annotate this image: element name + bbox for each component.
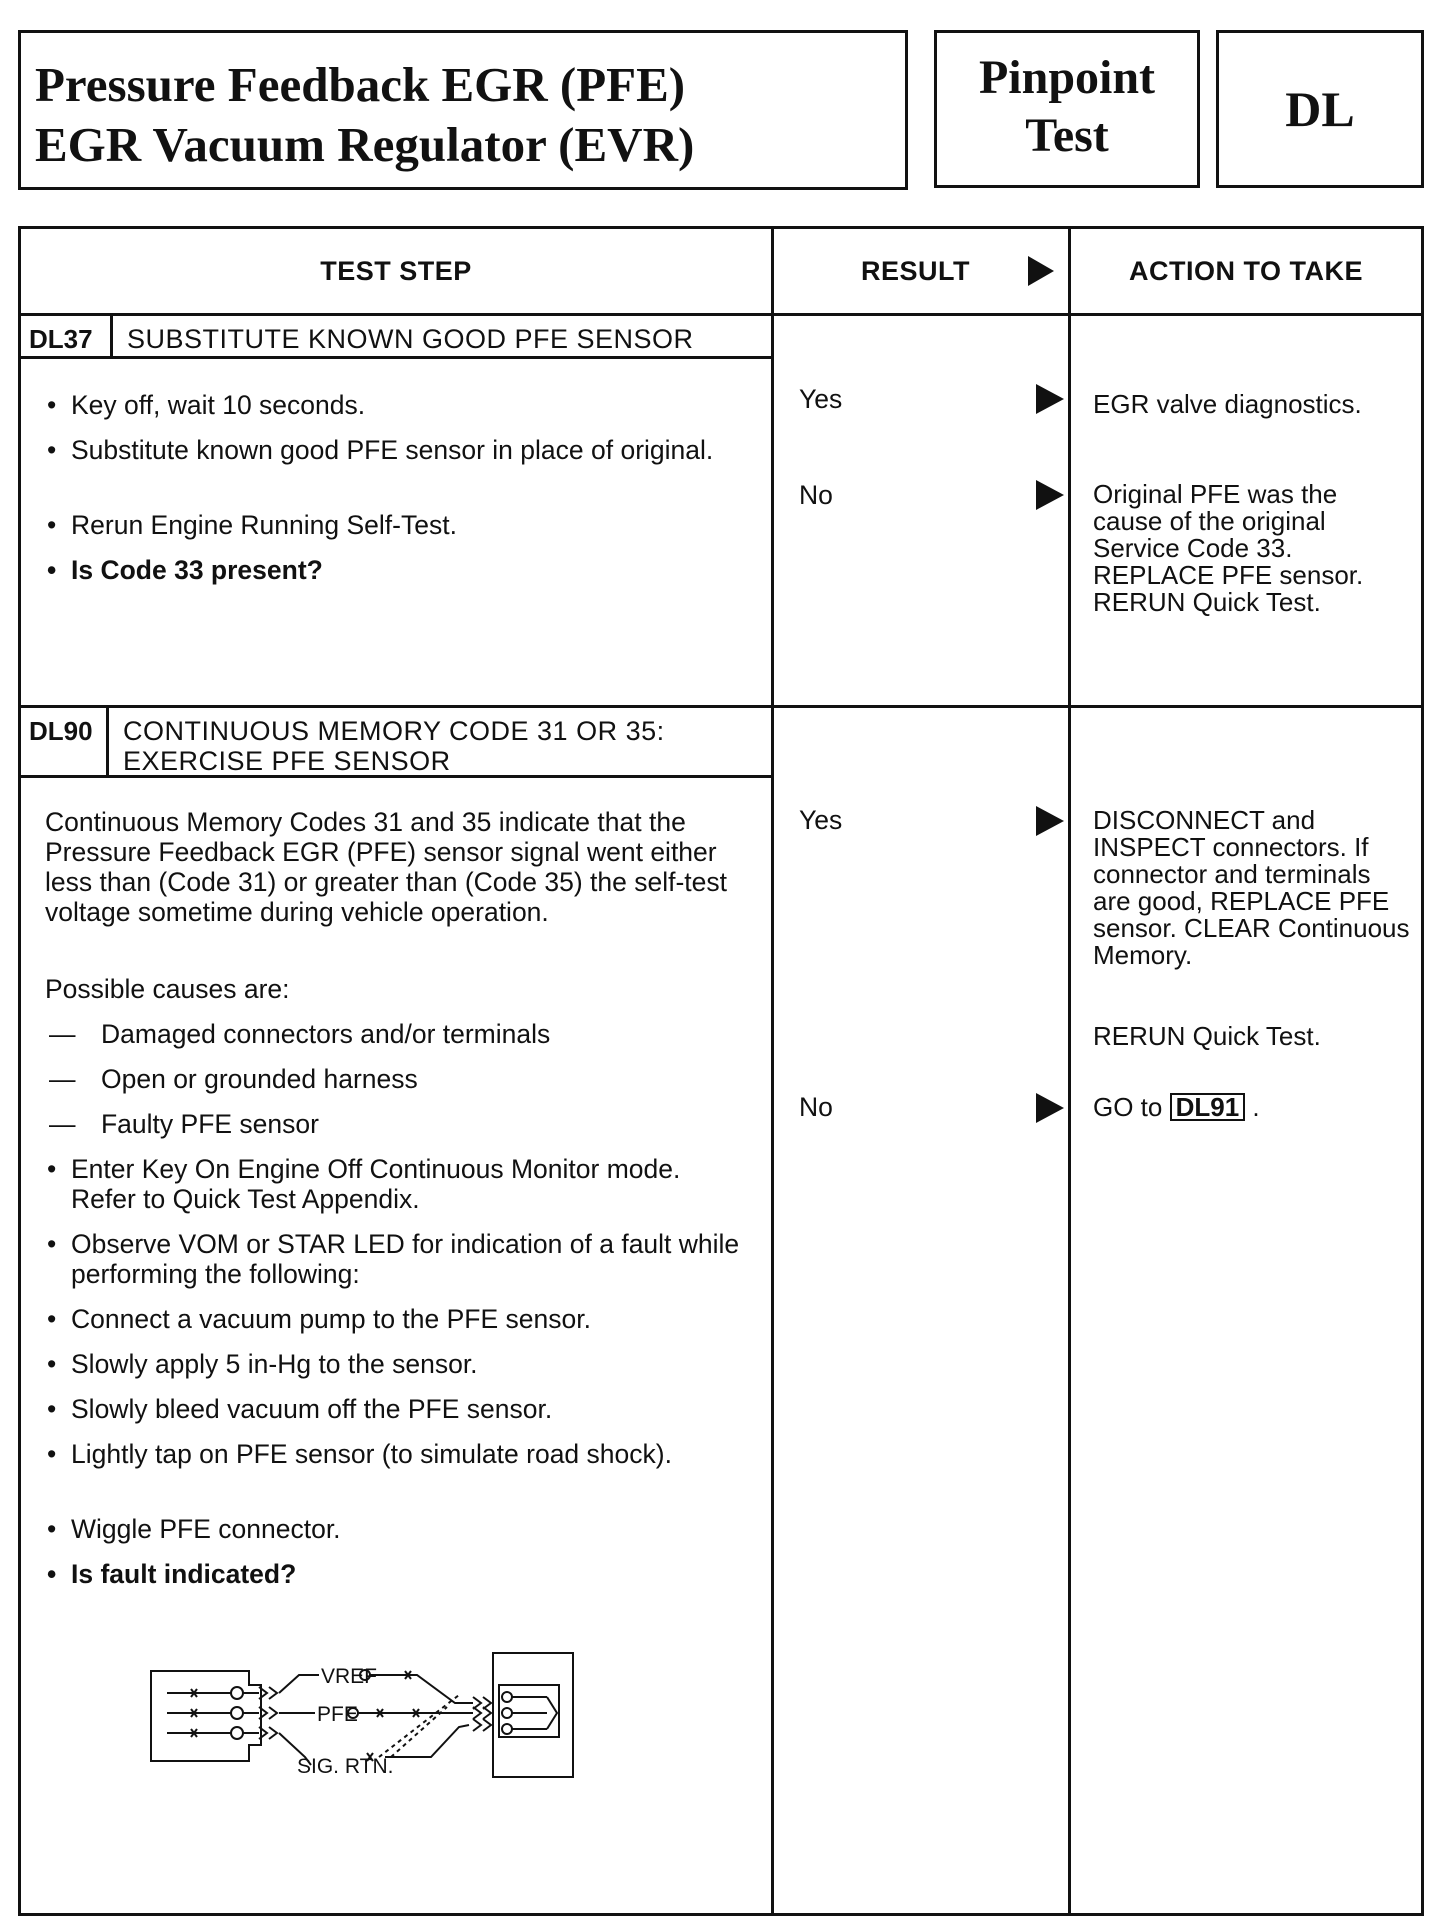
test-code: DL [1285,81,1355,137]
dl90-step-4: • Slowly apply 5 in-Hg to the sensor. [47,1349,751,1379]
col-header-action-label: ACTION TO TAKE [1129,255,1363,286]
dl90-no-arrow-icon [1036,1093,1064,1123]
dl90-yes-action: DISCONNECT and INSPECT connectors. If connector and terminals are good, REPLACE PFE sensor. CLEAR Continuous Memory. [1093,805,1410,970]
right-pin-3 [502,1724,512,1734]
dl90-cause-2: — Open or grounded harness [45,1064,418,1094]
dl90-cause-1: — Damaged connectors and/or terminals [45,1019,550,1049]
left-pin-1 [231,1687,243,1699]
dl37-no-action: Original PFE was the cause of the original Service Code 33. REPLACE PFE sensor. RERUN Quick Test. [1093,479,1364,617]
dl90-step-1: • Enter Key On Engine Off Continuous Monitor mode. Refer to Quick Test Appendix. [47,1154,731,1214]
step-header-dl37 [21,316,771,359]
dl37-yes-arrow-icon [1036,384,1064,414]
dl37-yes-label: Yes [799,384,843,414]
step-code-dl37: DL37 [21,316,113,356]
dl37-step-3: • Rerun Engine Running Self-Test. [47,510,751,540]
dl37-step-1: • Key off, wait 10 seconds. [47,390,751,420]
step-title-dl90-line-1: CONTINUOUS MEMORY CODE 31 OR 35: [123,716,665,746]
right-pin-2 [502,1708,512,1718]
right-mate-1 [473,1697,491,1709]
left-pin-3 [231,1727,243,1739]
left-pin-2 [231,1707,243,1719]
left-connector-shape [151,1671,261,1761]
dl90-no-label: No [799,1092,833,1122]
col-header-test-step-label: TEST STEP [320,255,472,286]
dl90-no-action-prefix: GO to [1093,1092,1163,1122]
wire-vref-right [370,1675,473,1703]
title-line-2: EGR Vacuum Regulator (EVR) [35,117,695,172]
dl90-no-action [1093,1093,1413,1121]
dl90-cause-3: — Faulty PFE sensor [45,1109,319,1139]
title-box [18,30,908,190]
dl90-yes-label: Yes [799,805,843,835]
pinpoint-box [934,30,1200,188]
dl90-intro: Continuous Memory Codes 31 and 35 indicate that the Pressure Feedback EGR (PFE) sensor signal went either less than (Code 31) or greater than (Code 35) the self-test voltage sometime during vehicle operation. [45,807,727,927]
dl90-yes-action-2: RERUN Quick Test. [1093,1021,1321,1051]
dl90-step-6: • Lightly tap on PFE sensor (to simulate road shock). [47,1439,711,1469]
col-header-action [1068,229,1424,313]
dl37-no-arrow-icon [1036,480,1064,510]
header-arrow-icon [1028,256,1054,286]
right-mate-3 [473,1719,491,1731]
dashed-cross-1 [379,1695,459,1757]
col-divider-1 [771,229,774,1913]
col-header-test-step [21,229,771,313]
dl91-reference-link[interactable]: DL91 [1170,1093,1246,1121]
title-line-1: Pressure Feedback EGR (PFE) [35,57,686,112]
col-header-result-label: RESULT [861,255,970,286]
dl37-step-2: • Substitute known good PFE sensor in place of original. [47,435,731,465]
dl90-causes-label: Possible causes are: [45,974,290,1004]
pinpoint-line-1: Pinpoint [978,51,1156,104]
right-connector-box [493,1653,573,1777]
test-code-box [1216,30,1424,188]
step-title-dl90-line-2: EXERCISE PFE SENSOR [123,746,451,776]
dl90-question: • Is fault indicated? [47,1559,751,1589]
step-title-dl37: SUBSTITUTE KNOWN GOOD PFE SENSOR [127,324,694,354]
vref-label: VREF [321,1665,378,1688]
dl90-step-7: • Wiggle PFE connector. [47,1514,751,1544]
right-mate-2 [473,1707,491,1719]
dl90-no-action-suffix: . [1252,1092,1260,1122]
dl90-step-5: • Slowly bleed vacuum off the PFE sensor. [47,1394,751,1424]
right-pin-lines [512,1697,547,1729]
sigrtn-label: SIG. RTN. [297,1755,394,1778]
pfe-label: PFE [317,1703,358,1726]
dl37-no-label: No [799,480,833,510]
step-title-dl90 [123,708,665,776]
col-header-result [771,229,1068,313]
step-code-dl90: DL90 [21,708,109,775]
right-loop [547,1697,557,1729]
dl90-yes-arrow-icon [1036,806,1064,836]
step-header-dl90 [21,708,771,778]
test-table [18,226,1424,1916]
pfe-connector-diagram [147,1645,677,1805]
wire-vref-left [279,1675,319,1693]
dl90-step-3: • Connect a vacuum pump to the PFE sensor. [47,1304,751,1334]
right-pin-1 [502,1692,512,1702]
x-marks [191,1671,419,1761]
col-divider-2 [1068,229,1071,1913]
dl90-step-2: • Observe VOM or STAR LED for indication of a fault while performing the following: [47,1229,751,1289]
dl37-question: • Is Code 33 present? [47,555,751,585]
pinpoint-line-2: Test [1025,109,1109,162]
dl37-yes-action: EGR valve diagnostics. [1093,389,1362,419]
